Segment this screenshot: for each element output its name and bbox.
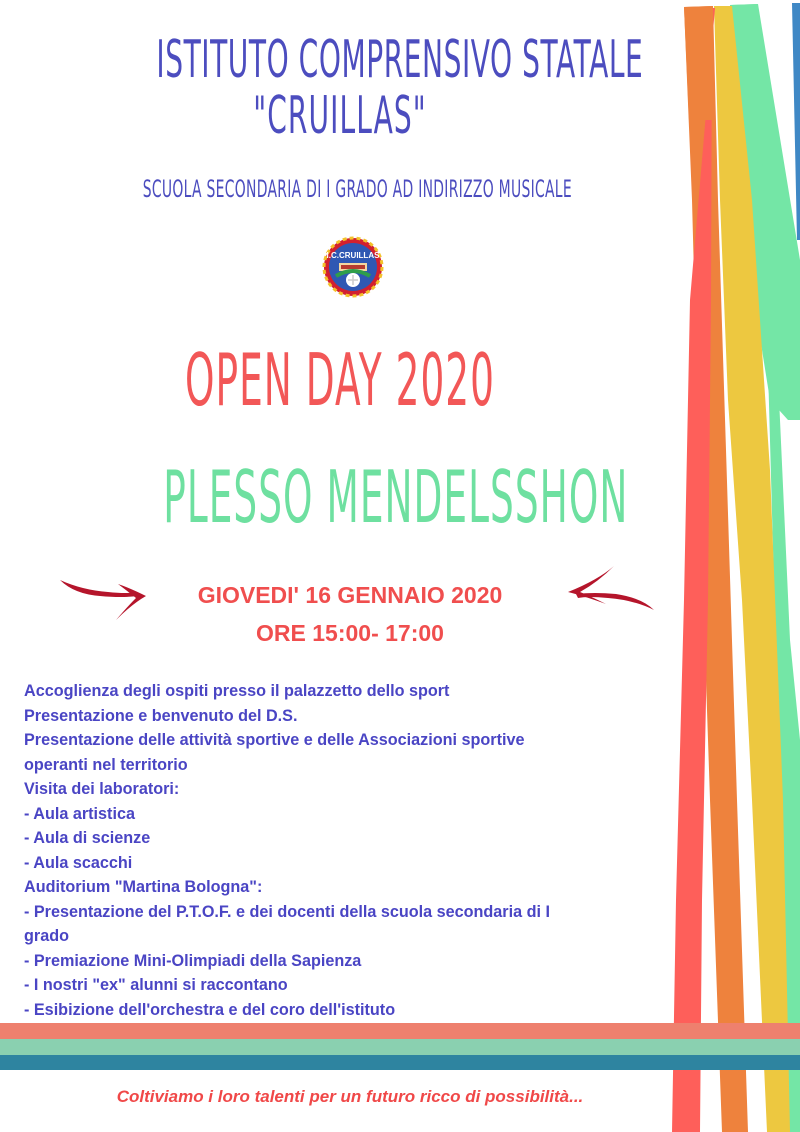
program-item: - Aula di scienze bbox=[24, 829, 151, 847]
program-item: Presentazione delle attività sportive e delle Associazioni sportive bbox=[24, 731, 525, 749]
band-coral bbox=[0, 1023, 800, 1039]
program-item: - Presentazione del P.T.O.F. e dei docenti della scuola secondaria di I bbox=[24, 902, 550, 921]
program-item: operanti nel territorio bbox=[24, 755, 188, 774]
school-name: "CRUILLAS" bbox=[253, 86, 427, 146]
school-crest-icon bbox=[322, 236, 384, 298]
program-list bbox=[24, 679, 584, 1022]
event-time: ORE 15:00- 17:00 bbox=[256, 620, 444, 646]
program-item: - Aula artistica bbox=[24, 804, 135, 823]
program-item: - Premiazione Mini-Olimpiadi della Sapienza bbox=[24, 951, 362, 970]
band-mint bbox=[0, 1039, 800, 1055]
program-item: Visita dei laboratori: bbox=[24, 780, 180, 798]
event-title: OPEN DAY 2020 bbox=[184, 338, 496, 422]
program-item: Accoglienza degli ospiti presso il palazzetto dello sport bbox=[24, 682, 450, 700]
footer-tagline: Coltiviamo i loro talenti per un futuro ricco di possibilità... bbox=[116, 1087, 584, 1106]
program-item: - I nostri "ex" alunni si raccontano bbox=[24, 976, 288, 994]
program-item: - Esibizione dell'orchestra e del coro dell'istituto bbox=[24, 1000, 396, 1019]
event-date: GIOVEDI' 16 GENNAIO 2020 bbox=[197, 582, 503, 608]
program-item: Auditorium "Martina Bologna": bbox=[24, 878, 263, 896]
arrow-left-icon bbox=[562, 562, 658, 612]
program-item: - Aula scacchi bbox=[24, 853, 133, 872]
svg-text:I.C.CRUILLAS: I.C.CRUILLAS bbox=[326, 251, 380, 260]
ribbon-blue bbox=[792, 3, 800, 240]
school-title: ISTITUTO COMPRENSIVO STATALE bbox=[156, 30, 644, 90]
event-venue: PLESSO MENDELSSHON bbox=[163, 455, 629, 539]
school-subtitle: SCUOLA SECONDARIA DI I GRADO AD INDIRIZZO MUSICALE bbox=[142, 175, 572, 203]
band-teal bbox=[0, 1055, 800, 1070]
program-item: Presentazione e benvenuto del D.S. bbox=[24, 706, 298, 725]
program-item: grado bbox=[24, 927, 69, 945]
